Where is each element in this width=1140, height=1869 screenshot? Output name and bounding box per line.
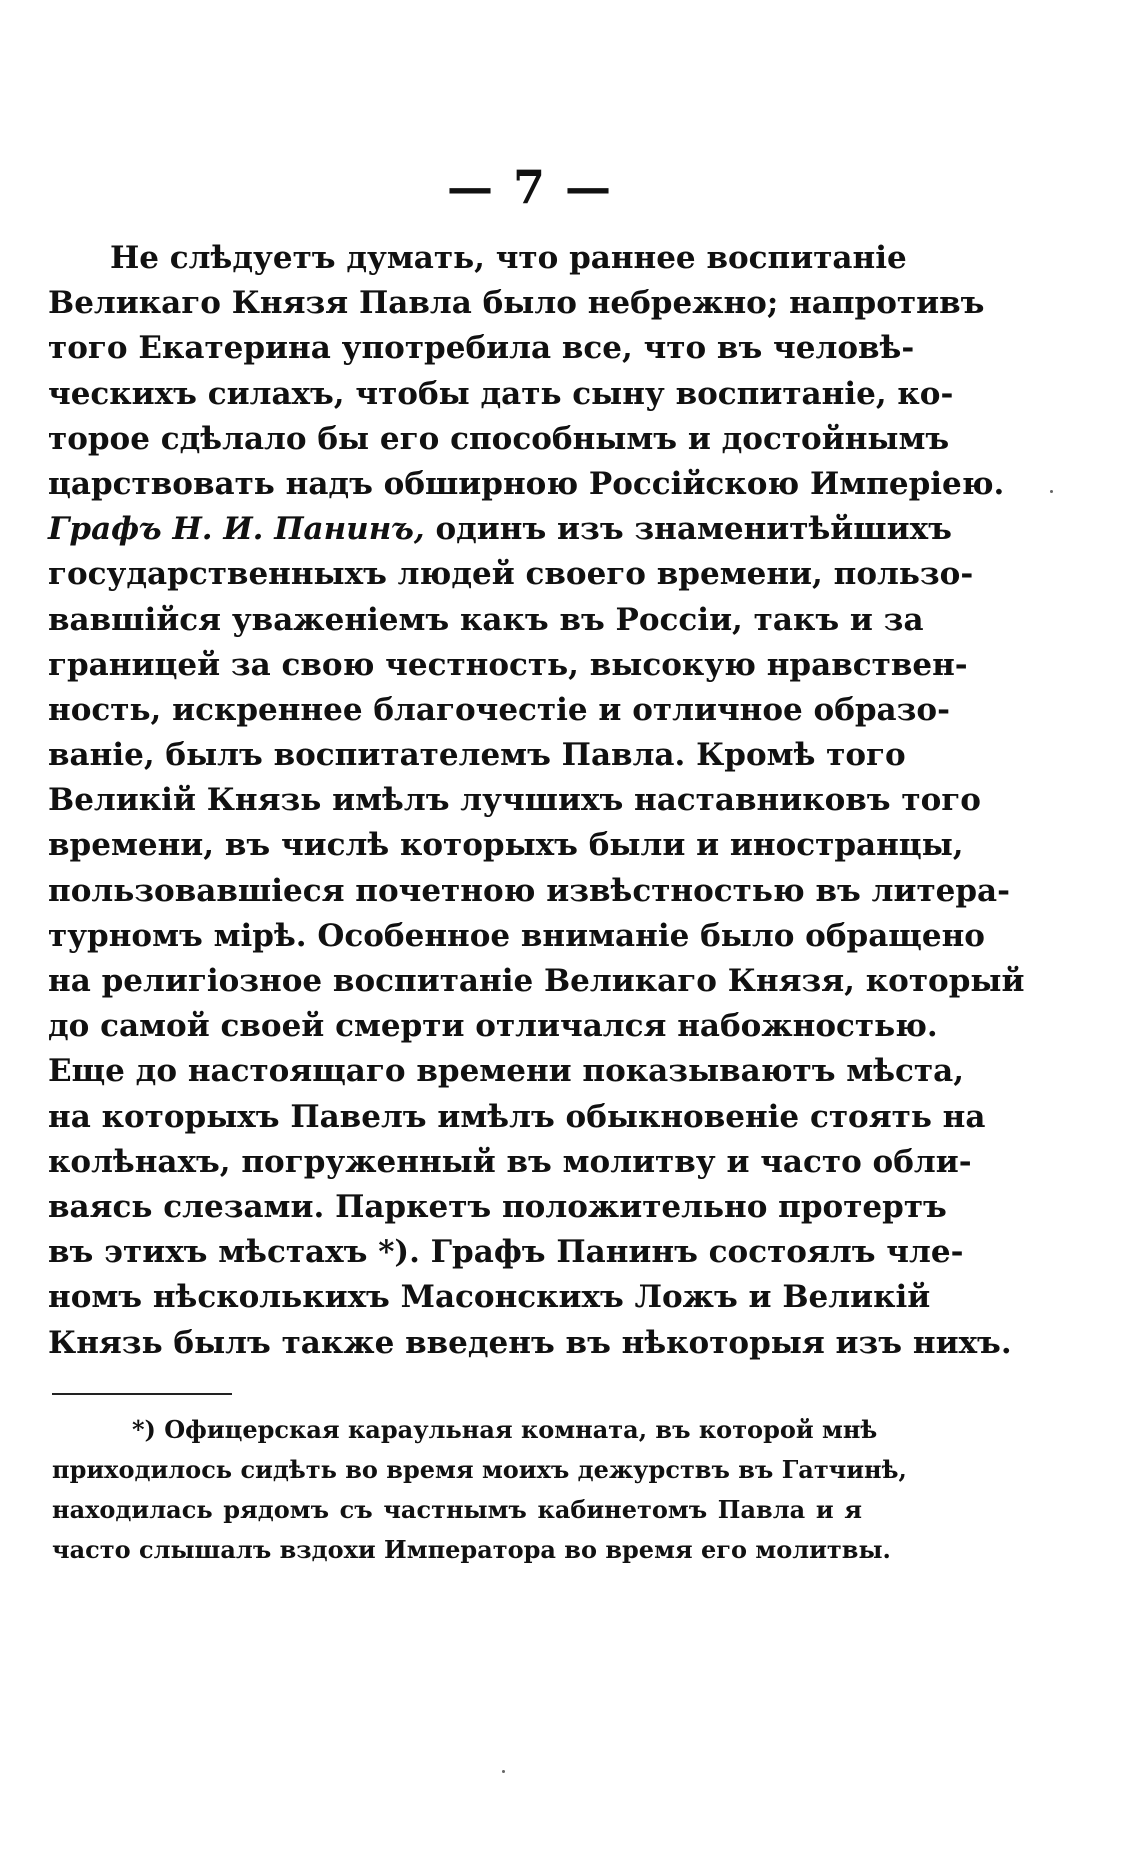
text-line: на религіозное воспитаніе Великаго Князя, который — [48, 963, 1025, 999]
text-line: номъ нѣсколькихъ Масонскихъ Ложъ и Великій — [48, 1279, 931, 1316]
footnote-line: *) Офицерская караульная комната, въ которой мнѣ — [132, 1415, 878, 1444]
text-line: царствовать надъ обширною Россійскою Имперіею. — [48, 465, 1005, 502]
text-line: ческихъ силахъ, чтобы дать сыну воспитаніе, ко- — [48, 375, 954, 412]
text-line-italic-name — [48, 507, 952, 552]
footnote-line: приходилось сидѣть во время моихъ дежурствъ въ Гатчинѣ, — [52, 1455, 907, 1484]
text-line: ваніе, былъ воспитателемъ Павла. Кромѣ того — [48, 737, 906, 774]
text-line: турномъ мірѣ. Особенное вниманіе было обращено — [48, 917, 985, 954]
text-line: Не слѣдуетъ думать, что раннее воспитаніе — [110, 240, 907, 276]
text-line: Князь былъ также введенъ въ нѣкоторыя изъ нихъ. — [48, 1324, 1012, 1361]
text-line: въ этихъ мѣстахъ *). Графъ Панинъ состоялъ чле- — [48, 1234, 964, 1271]
text-line: Великаго Князя Павла было небрежно; напротивъ — [48, 285, 985, 322]
text-line: на которыхъ Павелъ имѣлъ обыкновеніе стоять на — [48, 1098, 986, 1135]
page-number: — 7 — — [446, 160, 614, 214]
paper-speck — [502, 1770, 505, 1773]
text-line: времени, въ числѣ которыхъ были и иностранцы, — [48, 827, 964, 864]
text-line: границей за свою честность, высокую нравствен- — [48, 646, 968, 683]
text-line: Еще до настоящаго времени показываютъ мѣста, — [48, 1053, 964, 1090]
text-line: ваясь слезами. Паркетъ положительно протертъ — [48, 1188, 947, 1225]
footnote-line: часто слышалъ вздохи Императора во время его молитвы. — [52, 1535, 891, 1564]
text-line-rest: одинъ изъ знаменитѣйшихъ — [424, 511, 952, 548]
text-line: вавшійся уваженіемъ какъ въ Россіи, такъ и за — [48, 601, 924, 638]
italic-name: Графъ Н. И. Панинъ, — [48, 511, 425, 548]
body-paragraph — [48, 236, 1025, 1366]
text-line: Великій Князь имѣлъ лучшихъ наставниковъ того — [48, 782, 981, 819]
text-line: колѣнахъ, погруженный въ молитву и часто обли- — [48, 1143, 972, 1180]
text-line: ность, искреннее благочестіе и отличное образо- — [48, 691, 950, 728]
footnote-separator — [52, 1393, 232, 1395]
text-line: торое сдѣлало бы его способнымъ и достойнымъ — [48, 420, 950, 457]
text-line: того Екатерина употребила все, что въ человѣ- — [48, 330, 915, 367]
paper-speck — [1050, 490, 1053, 493]
text-line: до самой своей смерти отличался набожностью. — [48, 1008, 938, 1045]
footnote — [52, 1410, 907, 1570]
footnote-line: находилась рядомъ съ частнымъ кабинетомъ Павла и я — [52, 1495, 862, 1524]
text-line: пользовавшіеся почетною извѣстностью въ литера- — [48, 872, 1010, 909]
text-line: государственныхъ людей своего времени, пользо- — [48, 556, 974, 593]
